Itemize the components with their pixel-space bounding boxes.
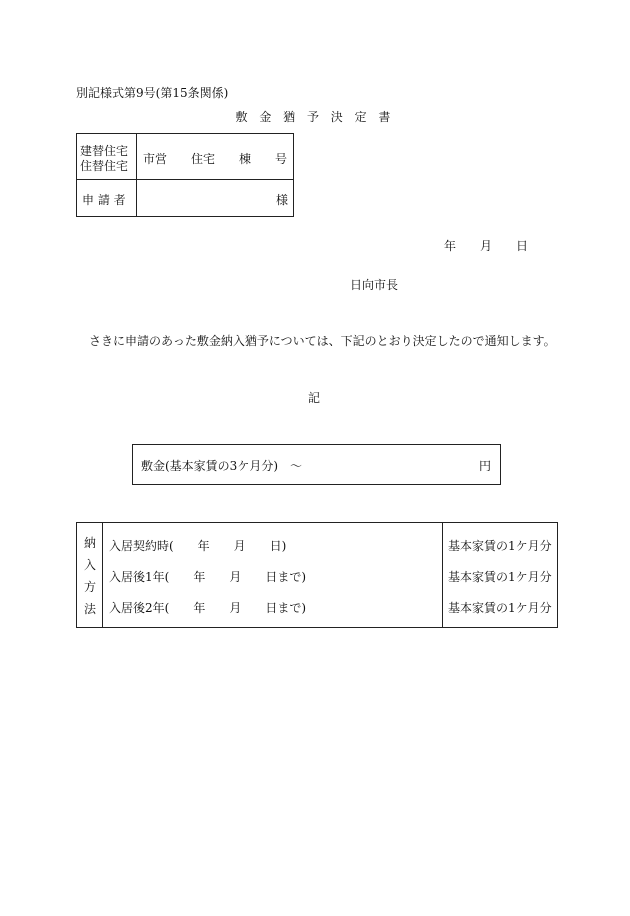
payment-row-2-amount: 基本家賃の1ケ月分	[448, 570, 552, 584]
date-line: 年 月 日	[444, 239, 529, 253]
side-label-char-4: 法	[83, 602, 96, 616]
row1-label-line1: 建替住宅	[80, 144, 129, 158]
deposit-unit: 円	[479, 459, 492, 473]
deposit-label: 敷金(基本家賃の3ケ月分) ～	[141, 459, 302, 473]
row1-label-line2: 住替住宅	[80, 159, 129, 173]
issuer: 日向市長	[350, 278, 399, 292]
ki-label: 記	[308, 391, 321, 405]
payment-row-3-timing: 入居後2年( 年 月 日まで)	[109, 601, 306, 615]
form-id: 別記様式第9号(第15条関係)	[76, 86, 229, 100]
side-label-char-2: 入	[83, 558, 96, 572]
side-label-char-3: 方	[83, 580, 96, 594]
applicant-suffix: 様	[276, 193, 289, 207]
payment-row-1-timing: 入居契約時( 年 月 日)	[109, 539, 287, 553]
payment-row-1-amount: 基本家賃の1ケ月分	[448, 539, 552, 553]
housing-number-field: 市営 住宅 棟 号	[143, 152, 288, 166]
payment-row-3-amount: 基本家賃の1ケ月分	[448, 601, 552, 615]
document-title: 敷 金 猶 予 決 定 書	[235, 110, 395, 124]
side-label-char-1: 納	[83, 536, 96, 550]
applicant-label: 申 請 者	[82, 193, 126, 207]
payment-row-2-timing: 入居後1年( 年 月 日まで)	[109, 570, 306, 584]
body-text: さきに申請のあった敷金納入猶予については、下記のとおり決定したので通知します。	[89, 334, 556, 348]
